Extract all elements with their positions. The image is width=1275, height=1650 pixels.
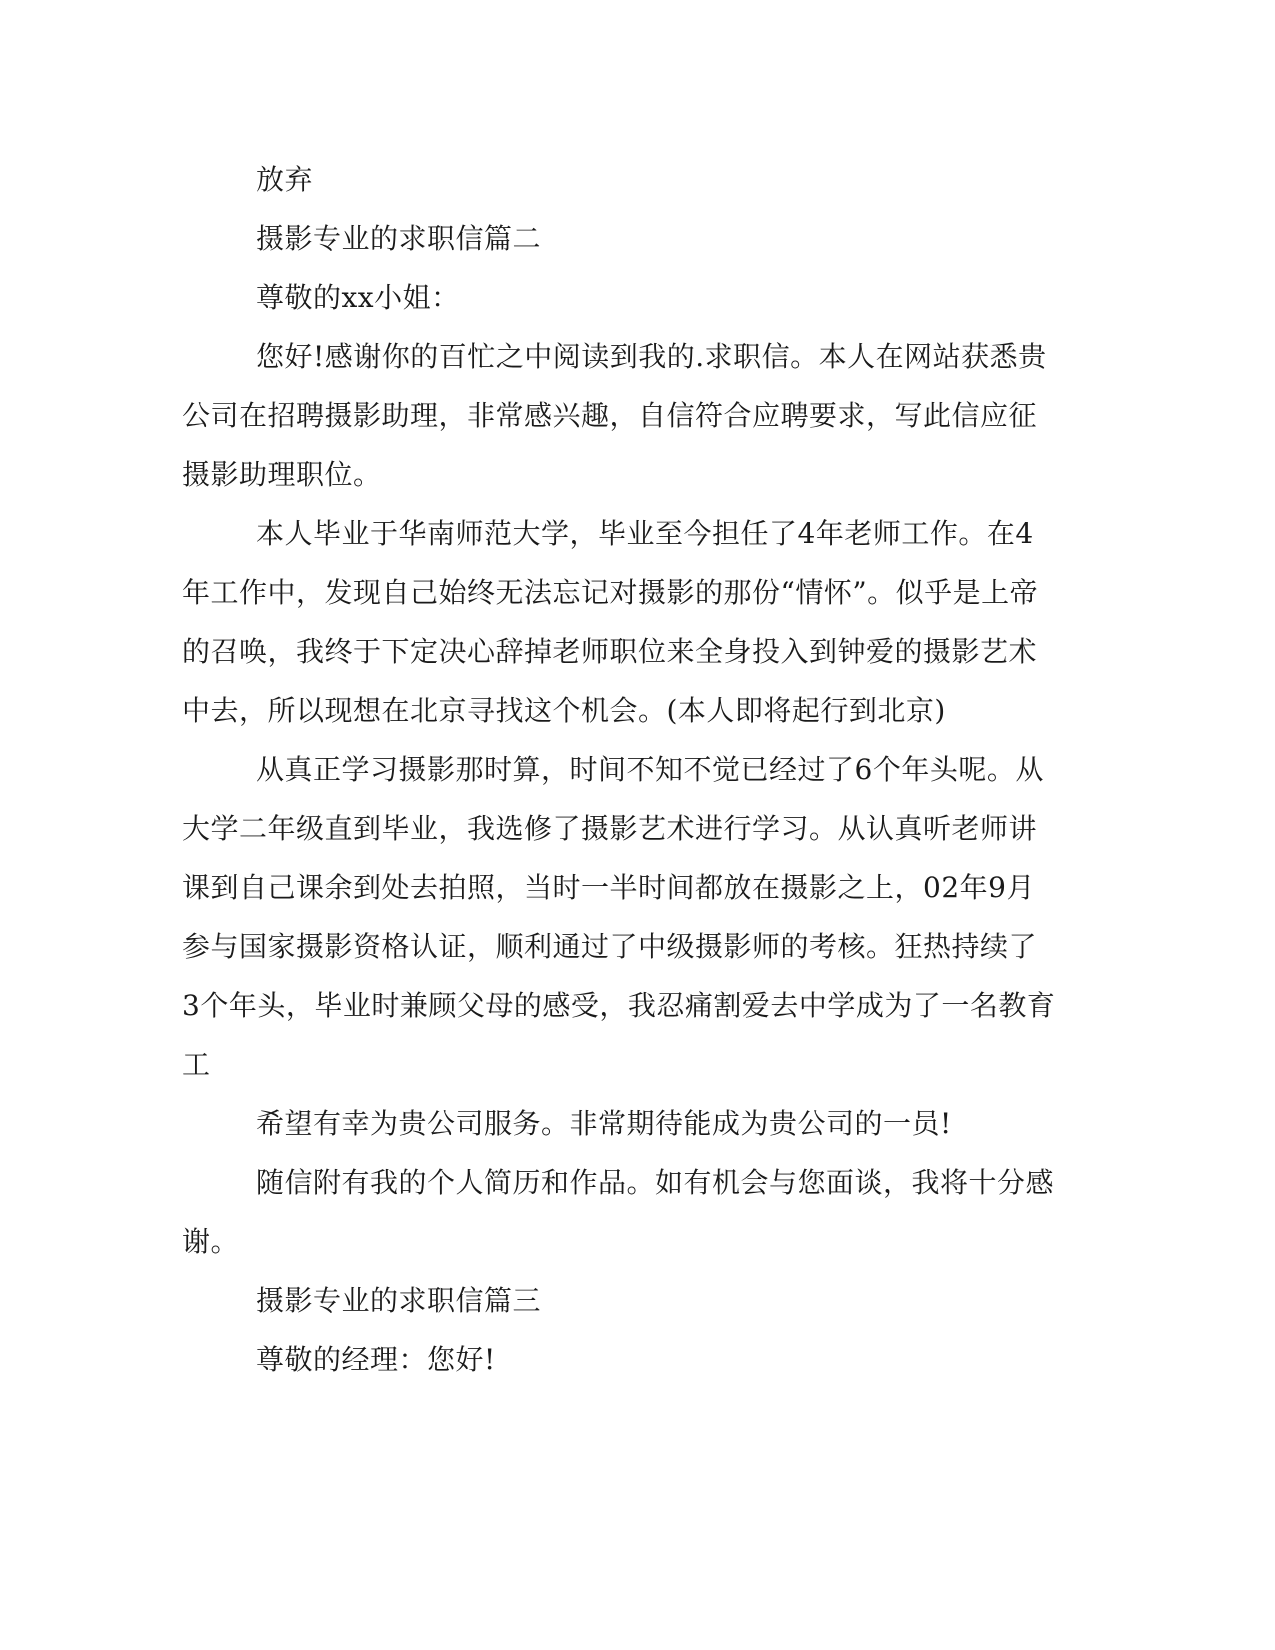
paragraph-line: 年工作中，发现自己始终无法忘记对摄影的那份“情怀”。似乎是上帝 [182, 576, 1039, 609]
salutation-line: 尊敬的经理：您好! [256, 1343, 496, 1376]
section-heading-part-three: 摄影专业的求职信篇三 [256, 1284, 542, 1317]
paragraph-line: 大学二年级直到毕业，我选修了摄影艺术进行学习。从认真听老师讲 [182, 812, 1038, 845]
paragraph-line: 随信附有我的个人简历和作品。如有机会与您面谈，我将十分感 [256, 1166, 1055, 1199]
paragraph-line: 公司在招聘摄影助理，非常感兴趣，自信符合应聘要求，写此信应征 [182, 399, 1038, 432]
paragraph-line: 课到自己课余到处去拍照，当时一半时间都放在摄影之上，02年9月 [182, 871, 1035, 904]
paragraph-line: 希望有幸为贵公司服务。非常期待能成为贵公司的一员! [256, 1107, 952, 1140]
paragraph-line: 您好!感谢你的百忙之中阅读到我的.求职信。本人在网站获悉贵 [256, 340, 1047, 373]
text-line-fangqi: 放弃 [256, 163, 314, 196]
paragraph-line: 参与国家摄影资格认证，顺利通过了中级摄影师的考核。狂热持续了 [182, 930, 1038, 963]
paragraph-line: 中去，所以现想在北京寻找这个机会。(本人即将起行到北京) [182, 694, 946, 727]
paragraph-line: 3个年头，毕业时兼顾父母的感受，我忍痛割爱去中学成为了一名教育 [182, 989, 1056, 1022]
paragraph-line: 工 [182, 1048, 211, 1081]
paragraph-line: 摄影助理职位。 [182, 458, 382, 491]
paragraph-line: 从真正学习摄影那时算，时间不知不觉已经过了6个年头呢。从 [256, 753, 1044, 786]
paragraph-line: 本人毕业于华南师范大学，毕业至今担任了4年老师工作。在4 [256, 517, 1034, 550]
paragraph-line: 谢。 [182, 1225, 240, 1258]
section-heading-part-two: 摄影专业的求职信篇二 [256, 222, 542, 255]
paragraph-line: 的召唤，我终于下定决心辞掉老师职位来全身投入到钟爱的摄影艺术 [182, 635, 1038, 668]
salutation-line: 尊敬的xx小姐： [256, 281, 460, 314]
